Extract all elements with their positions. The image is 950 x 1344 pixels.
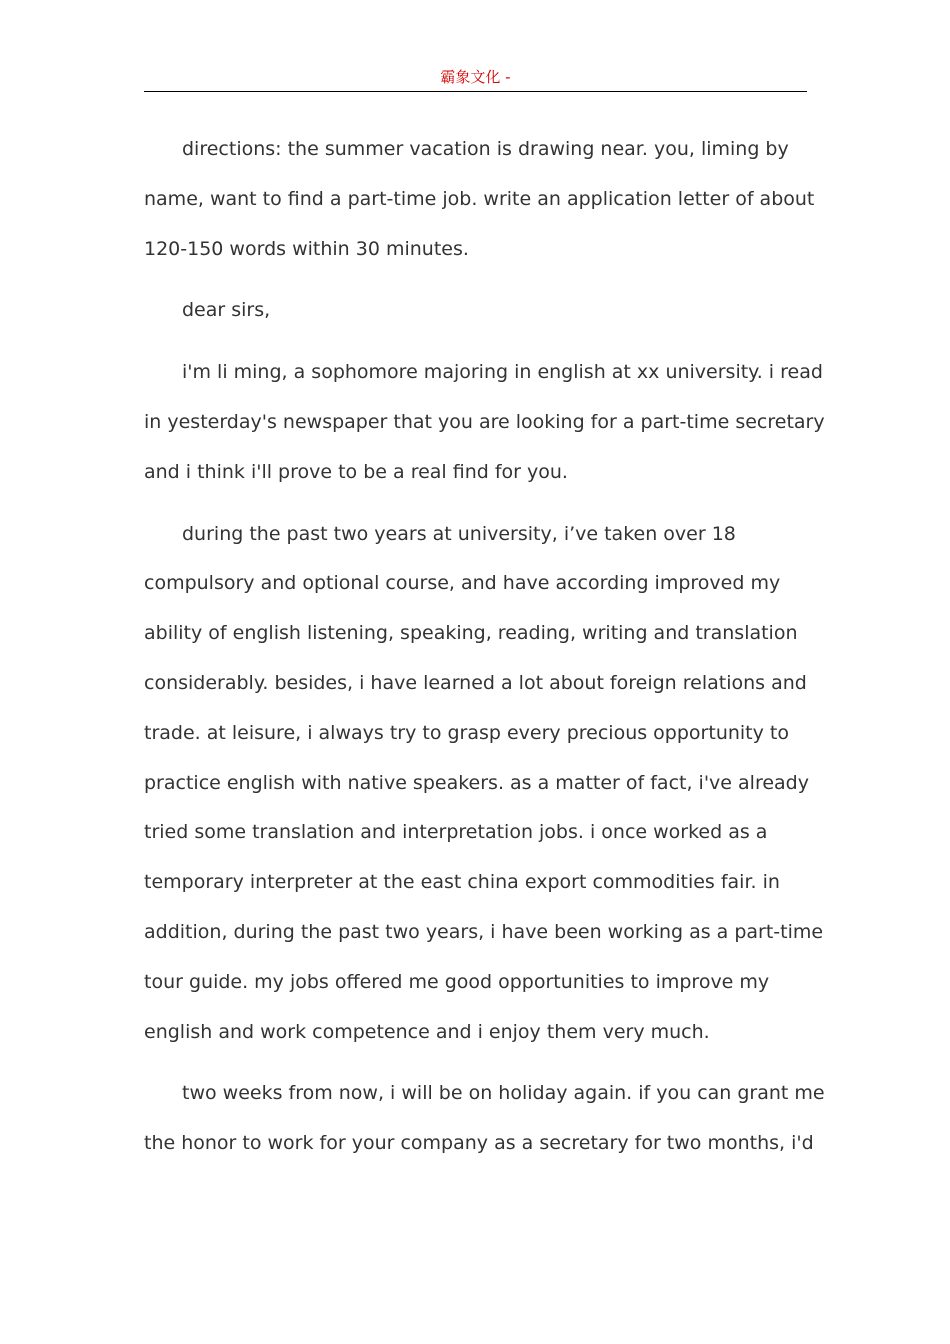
text-line: 120-150 words within 30 minutes. [144,237,469,260]
paragraph-experience [144,510,824,1058]
document-body [144,125,825,1181]
text-line: compulsory and optional course, and have according improved my [144,572,781,595]
text-line: and i think i'll prove to be a real find for you. [144,460,568,483]
text-line: dear sirs, [182,299,271,322]
paragraph-introduction [144,348,825,497]
text-line: directions: the summer vacation is drawing near. you, liming by [182,138,789,160]
text-line: english and work competence and i enjoy them very much. [144,1020,710,1043]
paragraph-request [144,1069,825,1169]
text-line: the honor to work for your company as a secretary for two months, i'd [144,1132,814,1155]
paragraph-directions [144,125,815,274]
text-line: tour guide. my jobs offered me good opportunities to improve my [144,970,770,993]
paragraph-salutation [144,286,807,336]
text-line: practice english with native speakers. as a matter of fact, i've already [144,771,809,794]
text-line: in yesterday's newspaper that you are looking for a part-time secretary [144,410,825,433]
text-line: i'm li ming, a sophomore majoring in english at xx university. i read [182,361,823,384]
text-line: two weeks from now, i will be on holiday again. if you can grant me [182,1082,825,1105]
text-line: considerably. besides, i have learned a lot about foreign relations and [144,671,807,694]
page-header [144,66,807,92]
text-line: during the past two years at university, i’ve taken over 18 [182,522,736,545]
header-title: 霸象文化 - [440,68,511,86]
text-line: addition, during the past two years, i have been working as a part-time [144,920,824,943]
text-line: tried some translation and interpretation jobs. i once worked as a [144,821,768,844]
text-line: name, want to find a part-time job. write an application letter of about [144,187,815,210]
text-line: trade. at leisure, i always try to grasp every precious opportunity to [144,721,789,744]
text-line: temporary interpreter at the east china export commodities fair. in [144,871,780,894]
text-line: ability of english listening, speaking, reading, writing and translation [144,622,798,645]
